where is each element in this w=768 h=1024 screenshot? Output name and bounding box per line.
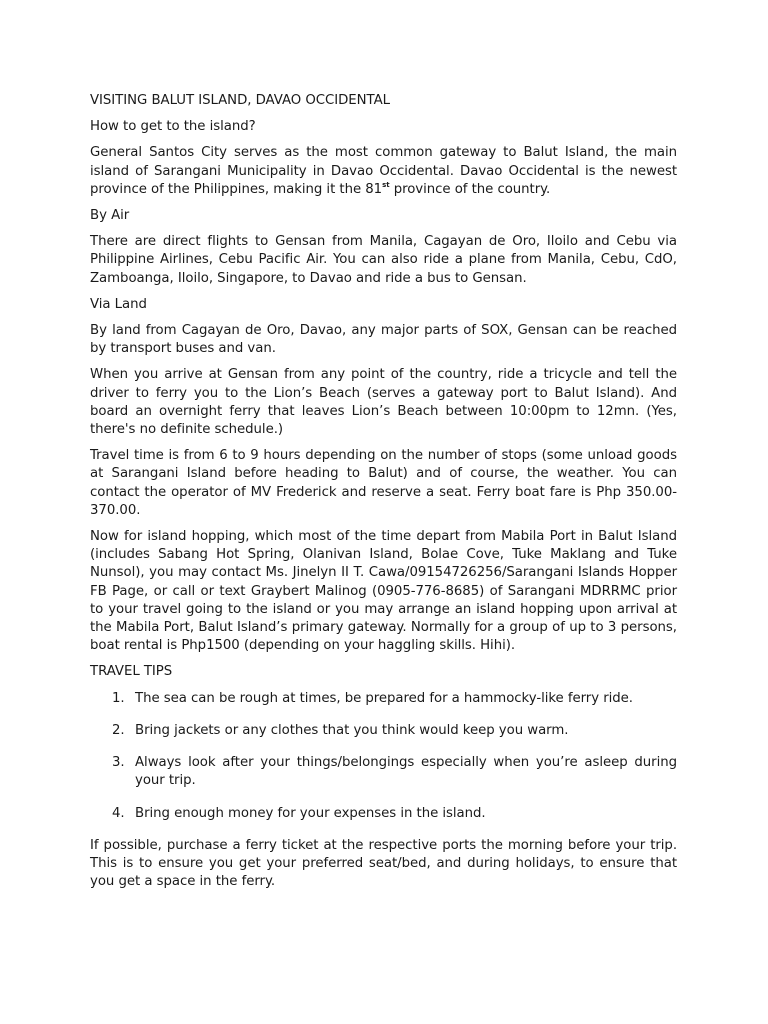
via-land-heading: Via Land: [90, 296, 147, 312]
list-number: 4.: [112, 805, 125, 821]
list-item: [90, 722, 677, 740]
list-item: [90, 754, 677, 790]
arrival-paragraph: When you arrive at Gensan from any point of the country, ride a tricycle and tell the driver to ferry you to the Lion’s Beach (serves a gateway port to Balut Island). And board an overnight ferry that leaves Lion’s Beach between 10:00pm to 12mn. (Yes, there's no definite schedule.): [90, 367, 677, 438]
by-air-heading: By Air: [90, 208, 130, 224]
list-number: 3.: [112, 755, 125, 771]
intro-text-before: General Santos City serves as the most common gateway to Balut Island, the main island of Sarangani Municipality in Davao Occidental. Davao Occidental is the newest province of the Philippines, making it the 81: [90, 145, 677, 197]
island-hopping-paragraph: Now for island hopping, which most of the time depart from Mabila Port in Balut Island (includes Sabang Hot Spring, Olanivan Island, Bolae Cove, Tuke Maklang and Tuke Nunsol), you may contact Ms. Jinelyn II T. Cawa/09154726256/Sarangani Islands Hopper FB Page, or call or text Graybert Malinog (0905-776-8685) of Sarangani MDRRMC prior to your travel going to the island or you may arrange an island hopping upon arrival at the Mabila Port, Balut Island’s primary gateway. Normally for a group of up to 3 persons, boat rental is Php1500 (depending on your haggling skills. Hihi).: [90, 529, 677, 654]
closing-paragraph: If possible, purchase a ferry ticket at the respective ports the morning before your trip. This is to ensure you get your preferred seat/bed, and during holidays, to ensure that you get a space in the ferry.: [90, 837, 677, 890]
question-heading: How to get to the island?: [90, 119, 256, 135]
by-air-paragraph: There are direct flights to Gensan from Manila, Cagayan de Oro, Iloilo and Cebu via Philippine Airlines, Cebu Pacific Air. You can also ride a plane from Manila, Cebu, CdO, Zamboanga, Iloilo, Singapore, to Davao and ride a bus to Gensan.: [90, 234, 677, 286]
intro-text-after: province of the country.: [389, 181, 551, 197]
list-item-text: Bring jackets or any clothes that you think would keep you warm.: [135, 722, 569, 738]
list-number: 1.: [112, 690, 125, 706]
via-land-paragraph: By land from Cagayan de Oro, Davao, any major parts of SOX, Gensan can be reached by transport buses and van.: [90, 323, 677, 357]
intro-paragraph: [90, 144, 677, 199]
list-item-text: The sea can be rough at times, be prepared for a hammocky-like ferry ride.: [135, 690, 633, 706]
travel-tips-heading: TRAVEL TIPS: [90, 664, 173, 680]
list-number: 2.: [112, 722, 125, 738]
document-page: [90, 92, 677, 899]
list-item-text: Bring enough money for your expenses in the island.: [135, 805, 486, 821]
ordinal-superscript: st: [382, 180, 390, 189]
document-title: VISITING BALUT ISLAND, DAVAO OCCIDENTAL: [90, 93, 390, 108]
list-item: [90, 690, 677, 708]
list-item-text: Always look after your things/belongings especially when you’re asleep during your trip.: [135, 755, 677, 789]
travel-tips-list: [90, 690, 677, 823]
travel-time-paragraph: Travel time is from 6 to 9 hours depending on the number of stops (some unload goods at Sarangani Island before heading to Balut) and of course, the weather. You can contact the operator of MV Frederick and reserve a seat. Ferry boat fare is Php 350.00- 370.00.: [90, 448, 677, 518]
list-item: [90, 805, 677, 823]
